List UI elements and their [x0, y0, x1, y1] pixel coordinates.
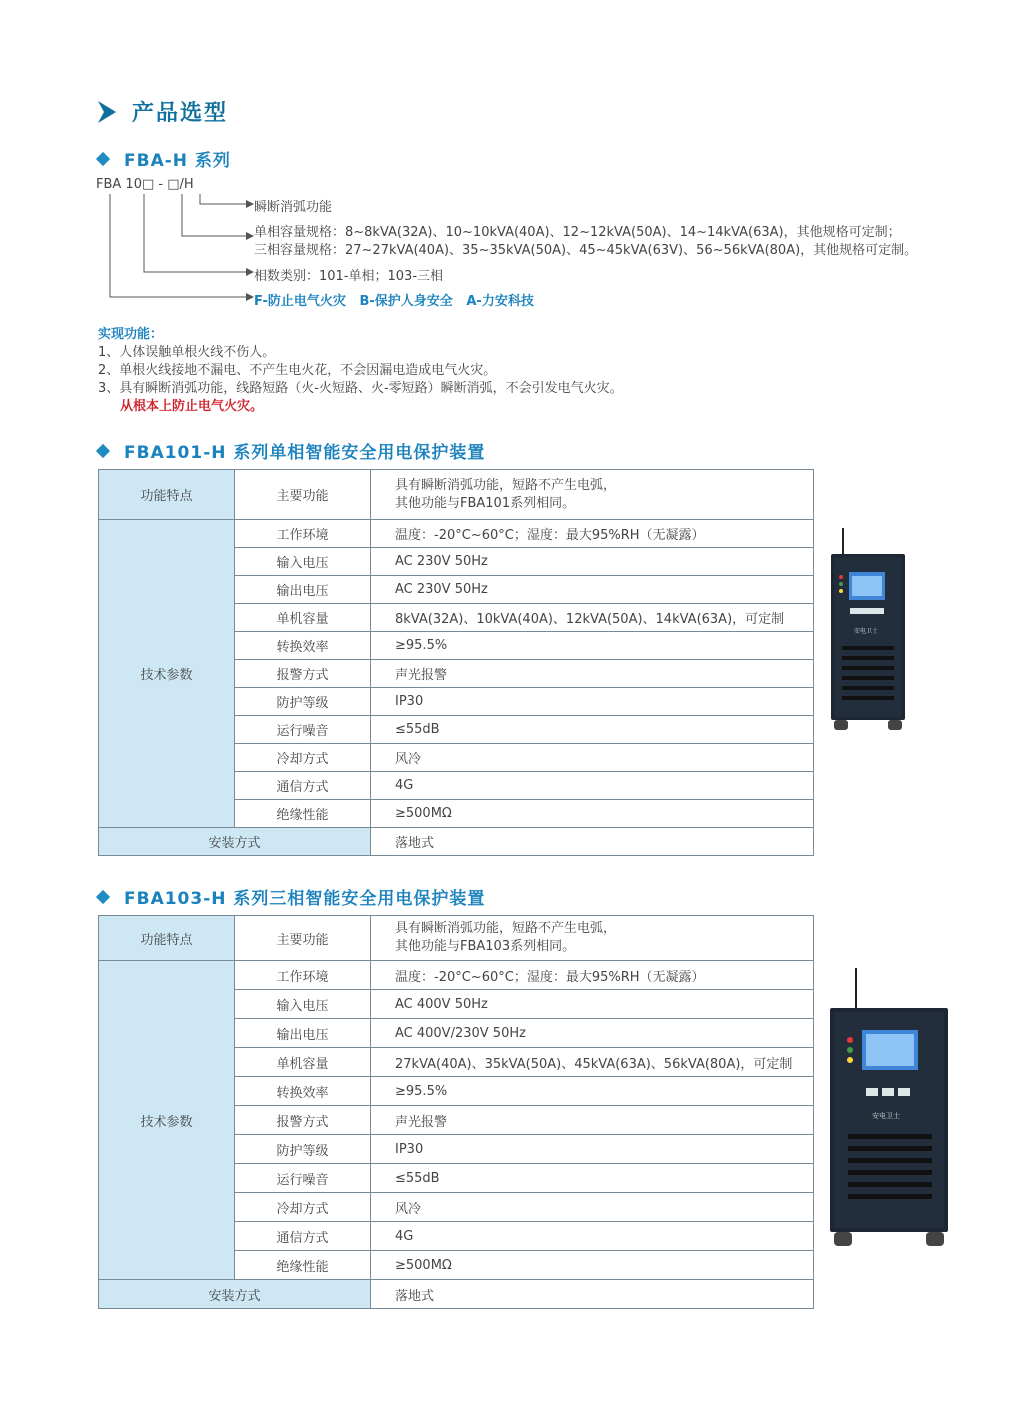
tech-category: 技术参数 [99, 520, 235, 828]
param-key: 转换效率 [235, 1077, 371, 1106]
install-row [99, 1280, 814, 1309]
param-value: 声光报警 [371, 660, 814, 688]
spec-table-fba101 [98, 469, 814, 856]
param-key: 单机容量 [235, 1048, 371, 1077]
param-key: 输出电压 [235, 576, 371, 604]
param-key: 防护等级 [235, 688, 371, 716]
param-value: ≤55dB [371, 1164, 814, 1193]
tech-category: 技术参数 [99, 961, 235, 1280]
feature-key: 主要功能 [235, 916, 371, 961]
table2-title [98, 884, 485, 909]
brand-f: F-防止电气火灾 [254, 294, 346, 309]
feature-value-line-1: 具有瞬断消弧功能，短路不产生电弧， [395, 921, 617, 936]
brand-b: B-保护人身安全 [359, 294, 453, 309]
param-key: 绝缘性能 [235, 1251, 371, 1280]
feature-key: 主要功能 [235, 470, 371, 520]
param-value: ≥500MΩ [371, 1251, 814, 1280]
spec-table-fba103 [98, 915, 814, 1309]
param-key: 报警方式 [235, 660, 371, 688]
param-key: 输入电压 [235, 548, 371, 576]
install-key: 安装方式 [99, 1280, 371, 1309]
param-value: IP30 [371, 1135, 814, 1164]
param-key: 运行噪音 [235, 716, 371, 744]
functions-block [98, 326, 623, 416]
param-value: 温度：-20°C~60°C；湿度：最大95%RH（无凝露） [371, 961, 814, 990]
install-value: 落地式 [371, 1280, 814, 1309]
param-key: 工作环境 [235, 961, 371, 990]
install-row [99, 828, 814, 856]
feature-category: 功能特点 [99, 916, 235, 961]
function-line-2: 2、单根火线接地不漏电、不产生电火花，不会因漏电造成电气火灾。 [98, 363, 497, 378]
param-key: 冷却方式 [235, 1193, 371, 1222]
code-item-phase-type: 相数类别：101-单相；103-三相 [254, 269, 444, 284]
param-value: ≥95.5% [371, 1077, 814, 1106]
code-item-single-phase: 单相容量规格：8~8kVA(32A)、10~10kVA(40A)、12~12kVA(50A)、14~14kVA(63A)，其他规格可定制； [254, 225, 901, 240]
function-emphasis: 从根本上防止电气火灾。 [120, 399, 264, 414]
param-value: 声光报警 [371, 1106, 814, 1135]
param-value: AC 230V 50Hz [371, 548, 814, 576]
param-value: 4G [371, 772, 814, 800]
param-key: 冷却方式 [235, 744, 371, 772]
table2-title-text: FBA103-H 系列三相智能安全用电保护装置 [124, 889, 486, 909]
brand-a: A-力安科技 [466, 294, 534, 309]
code-item-arc: 瞬断消弧功能 [254, 200, 333, 215]
param-key: 工作环境 [235, 520, 371, 548]
param-key: 通信方式 [235, 1222, 371, 1251]
param-key: 绝缘性能 [235, 800, 371, 828]
svg-text:安电卫士: 安电卫士 [872, 1112, 900, 1120]
param-key: 报警方式 [235, 1106, 371, 1135]
param-value: ≤55dB [371, 716, 814, 744]
model-code-diagram [96, 176, 996, 316]
table1-title-text: FBA101-H 系列单相智能安全用电保护装置 [124, 443, 486, 463]
diamond-bullet-icon [96, 889, 110, 903]
table1-title [98, 438, 485, 463]
code-item-three-phase: 三相容量规格：27~27kVA(40A)、35~35kVA(50A)、45~45kVA(63V)、56~56kVA(80A)，其他规格可定制。 [254, 243, 918, 258]
param-value: 4G [371, 1222, 814, 1251]
svg-text:安电卫士: 安电卫士 [854, 628, 879, 635]
install-key: 安装方式 [99, 828, 371, 856]
table-row [99, 916, 814, 961]
param-value: AC 400V/230V 50Hz [371, 1019, 814, 1048]
param-value: IP30 [371, 688, 814, 716]
param-value: AC 230V 50Hz [371, 576, 814, 604]
cabinet-single-phase-image [826, 524, 910, 734]
table-row [99, 961, 814, 990]
param-key: 通信方式 [235, 772, 371, 800]
series-title-text: FBA-H 系列 [124, 151, 231, 171]
param-key: 转换效率 [235, 632, 371, 660]
series-title [98, 146, 231, 171]
feature-category: 功能特点 [99, 470, 235, 520]
param-value: 温度：-20°C~60°C；湿度：最大95%RH（无凝露） [371, 520, 814, 548]
param-key: 输出电压 [235, 1019, 371, 1048]
brand-meaning-line [254, 290, 534, 309]
param-value: 27kVA(40A)、35kVA(50A)、45kVA(63A)、56kVA(80A)，可定制 [371, 1048, 814, 1077]
param-value: 风冷 [371, 744, 814, 772]
function-line-1: 1、人体误触单根火线不伤人。 [98, 345, 276, 360]
param-key: 输入电压 [235, 990, 371, 1019]
section-title-text: 产品选型 [132, 101, 229, 126]
functions-heading: 实现功能： [98, 327, 164, 342]
feature-value [371, 470, 814, 520]
section-title [96, 96, 228, 127]
install-value: 落地式 [371, 828, 814, 856]
param-value: 风冷 [371, 1193, 814, 1222]
table-row [99, 470, 814, 520]
feature-value [371, 916, 814, 961]
function-line-3: 3、具有瞬断消弧功能，线路短路（火-火短路、火-零短路）瞬断消弧，不会引发电气火灾。 [98, 381, 623, 396]
diamond-bullet-icon [96, 151, 110, 165]
table-row [99, 520, 814, 548]
param-value: ≥500MΩ [371, 800, 814, 828]
feature-value-line-2: 其他功能与FBA101系列相同。 [395, 495, 576, 511]
param-key: 单机容量 [235, 604, 371, 632]
feature-value-line-1: 具有瞬断消弧功能，短路不产生电弧， [395, 477, 617, 493]
param-value: AC 400V 50Hz [371, 990, 814, 1019]
cabinet-three-phase-image [826, 964, 952, 1250]
param-value: 8kVA(32A)、10kVA(40A)、12kVA(50A)、14kVA(63A)，可定制 [371, 604, 814, 632]
diamond-bullet-icon [96, 443, 110, 457]
param-key: 运行噪音 [235, 1164, 371, 1193]
feature-value-line-2: 其他功能与FBA103系列相同。 [395, 939, 576, 954]
param-value: ≥95.5% [371, 632, 814, 660]
model-code: FBA 10□ - □/H [96, 177, 194, 192]
param-key: 防护等级 [235, 1135, 371, 1164]
chevron-right-icon [96, 99, 118, 125]
